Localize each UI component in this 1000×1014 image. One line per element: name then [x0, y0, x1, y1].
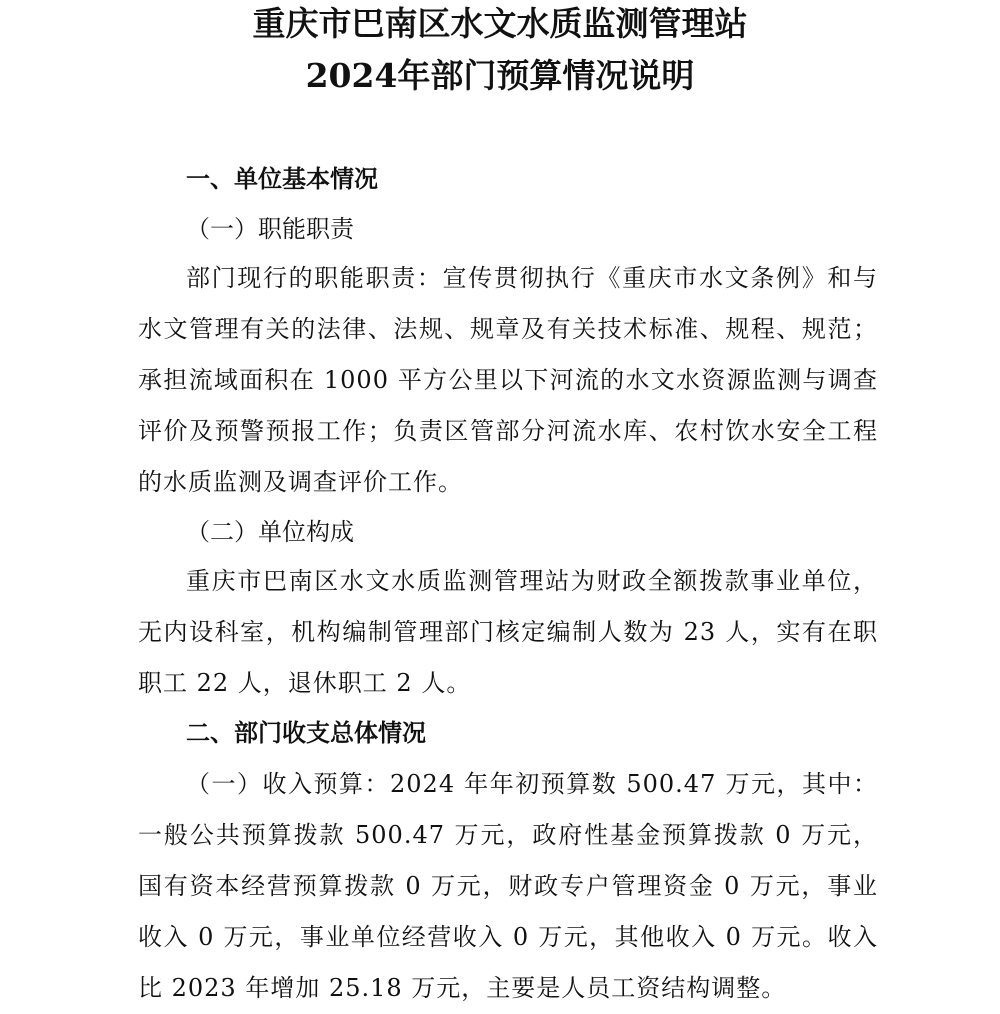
section1-sub1-heading: （一）职能职责	[186, 215, 354, 243]
section1-sub2-heading: （二）单位构成	[186, 518, 354, 546]
section2-sub1-paragraph: （一）收入预算：2024 年年初预算数 500.47 万元，其中：一般公共预算拨款 500.47 万元，政府性基金预算拨款 0 万元，国有资本经营预算拨款 0 万元，财政专户管理资金 0 万元，事业收入 0 万元，事业单位经营收入 0 万元，其他收入 0 万元。收入比 2023 年增加 25.18 万元，主要是人员工资结构调整。	[138, 770, 878, 1002]
section1-sub1-paragraph: 部门现行的职能职责：宣传贯彻执行《重庆市水文条例》和与水文管理有关的法律、法规、规章及有关技术标准、规程、规范；承担流域面积在 1000 平方公里以下河流的水文水资源监测与调查评价及预警预报工作；负责区管部分河流水库、农村饮水安全工程的水质监测及调查评价工作。	[138, 264, 878, 496]
section2-heading: 二、部门收支总体情况	[186, 719, 426, 747]
section1-sub2-paragraph: 重庆市巴南区水文水质监测管理站为财政全额拨款事业单位，无内设科室，机构编制管理部门核定编制人数为 23 人，实有在职职工 22 人，退休职工 2 人。	[138, 567, 878, 697]
section1-heading: 一、单位基本情况	[186, 165, 378, 193]
document-title-line2: 2024年部门预算情况说明	[305, 56, 695, 95]
document-title-line1: 重庆市巴南区水文水质监测管理站	[252, 4, 748, 43]
